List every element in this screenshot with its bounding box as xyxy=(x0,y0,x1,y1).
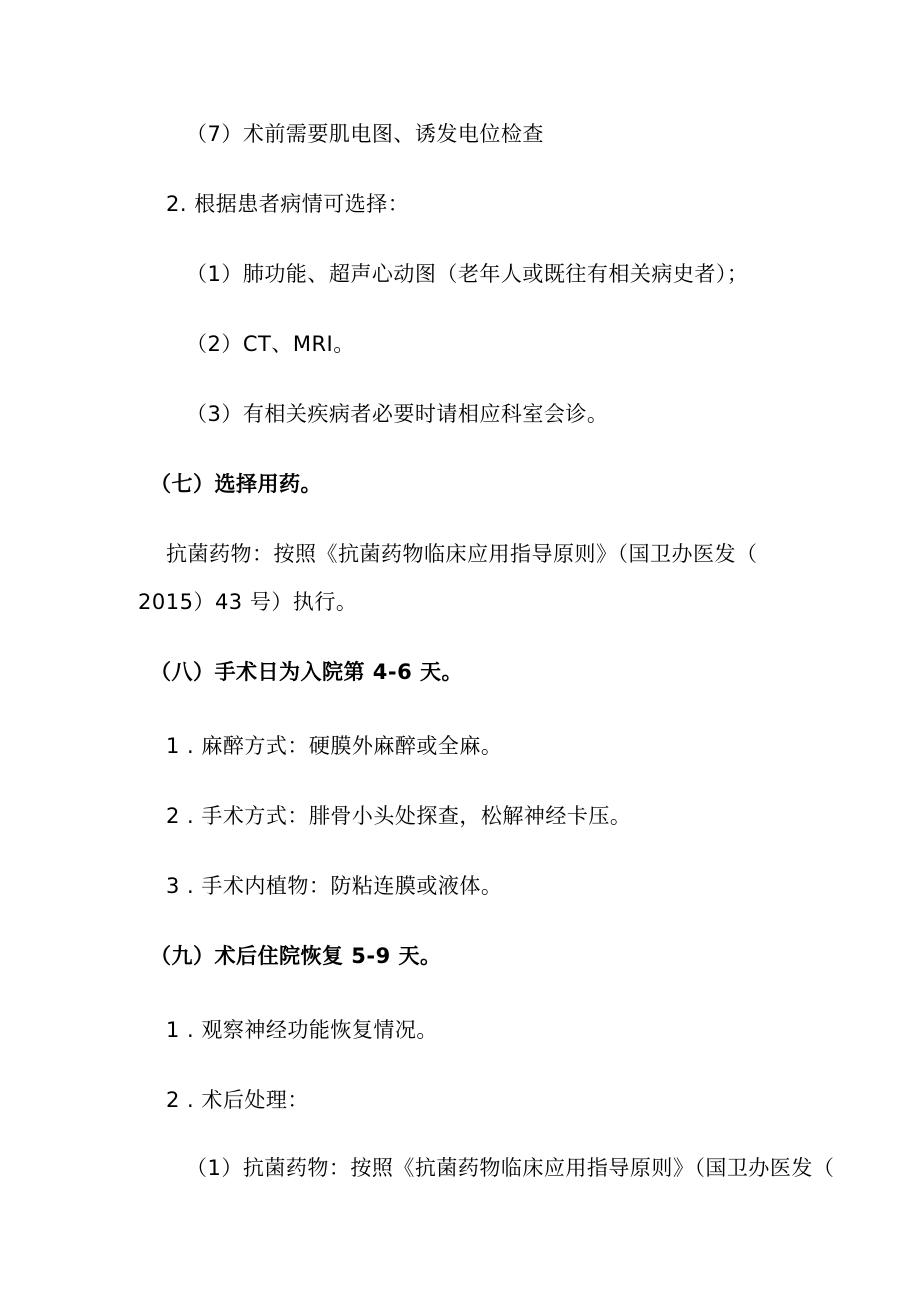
section-heading-surgery-day: （八）手术日为入院第 4-6 天。 xyxy=(150,660,464,684)
text-line-antibiotics-cont: 2015）43 号）执行。 xyxy=(138,590,358,614)
text-line-postop-care: 2 . 术后处理： xyxy=(166,1088,309,1112)
text-line-optional-item-2: （2）CT、MRI。 xyxy=(186,332,355,356)
text-line-surgery-method: 2 . 手术方式：腓骨小头处探查，松解神经卡压。 xyxy=(166,804,632,828)
text-line-exam-item-7: （7）术前需要肌电图、诱发电位检查 xyxy=(186,122,544,146)
text-line-implant: 3 . 手术内植物：防粘连膜或液体。 xyxy=(166,874,503,898)
text-line-antibiotics: 抗菌药物：按照《抗菌药物临床应用指导原则》（国卫办医发（ xyxy=(166,542,758,566)
text-line-optional-item-1: （1）肺功能、超声心动图（老年人或既往有相关病史者）； xyxy=(186,262,749,286)
text-line-anesthesia: 1 . 麻醉方式：硬膜外麻醉或全麻。 xyxy=(166,734,503,758)
text-line-optional-item-3: （3）有相关疾病者必要时请相应科室会诊。 xyxy=(186,402,609,426)
text-line-observe-nerve: 1 . 观察神经功能恢复情况。 xyxy=(166,1018,438,1042)
text-line-optional-exams: 2. 根据患者病情可选择： xyxy=(166,192,410,216)
section-heading-medication: （七）选择用药。 xyxy=(150,472,322,496)
text-line-postop-antibiotics: （1）抗菌药物：按照《抗菌药物临床应用指导原则》（国卫办医发（ xyxy=(186,1156,835,1180)
section-heading-recovery: （九）术后住院恢复 5-9 天。 xyxy=(150,944,442,968)
